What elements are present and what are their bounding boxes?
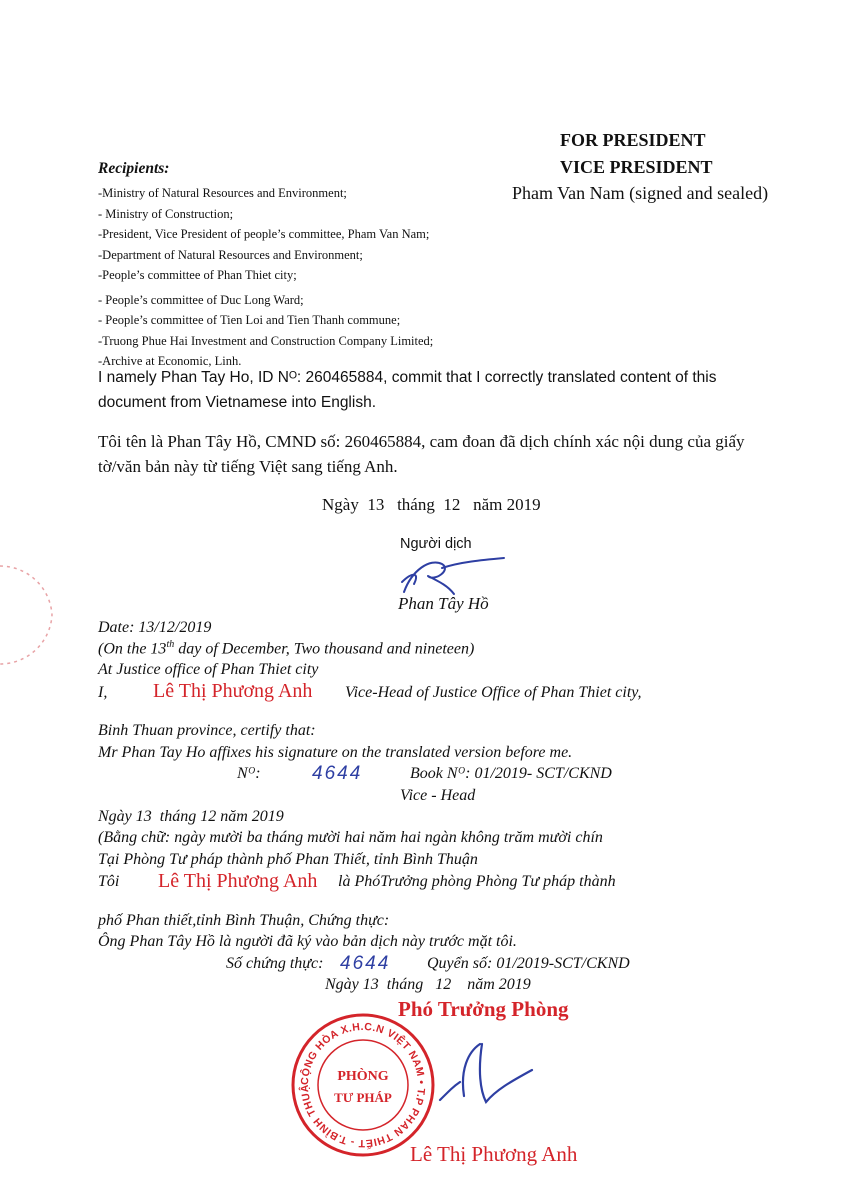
recipient-item: -Ministry of Natural Resources and Environment;	[98, 186, 347, 200]
recipients-title: Recipients:	[98, 160, 170, 177]
recipient-item: - People’s committee of Duc Long Ward;	[98, 292, 304, 307]
cert-statement: Mr Phan Tay Ho affixes his signature on the translated version before me.	[98, 744, 573, 761]
cert-vi-no-label: Số chứng thực:	[226, 955, 324, 972]
vice-president-title: VICE PRESIDENT	[560, 157, 713, 177]
for-president-title: FOR PRESIDENT	[560, 130, 706, 150]
seal-ring-text: CỘNG HÒA X.H.C.N VIỆT NAM • T.P PHAN THIẾT - T.BÌNH THUẬ	[298, 1020, 428, 1150]
cert-signer-role: Vice - Head	[400, 787, 476, 804]
commitment-vi-line2: tờ/văn bản này từ tiếng Việt sang tiếng Anh.	[98, 457, 398, 476]
cert-vi-date-words: (Bằng chữ: ngày mười ba tháng mười hai năm hai ngàn không trăm mười chín	[98, 829, 603, 846]
recipient-item: -President, Vice President of people’s committee, Pham Van Nam;	[98, 227, 430, 241]
name-stamp-en: Lê Thị Phương Anh	[153, 680, 313, 702]
cert-date: Date: 13/12/2019	[98, 619, 212, 636]
recipient-item: -Truong Phue Hai Investment and Construction Company Limited;	[98, 333, 434, 348]
cert-no-label: Nᴼ:	[237, 765, 261, 782]
cert-vi-date2: Ngày 13 tháng 12 năm 2019	[325, 976, 531, 993]
cert-book: Book Nᴼ: 01/2019- SCT/CKND	[410, 765, 612, 782]
cert-vi-province: phố Phan thiết,tỉnh Bình Thuận, Chứng thực:	[98, 912, 390, 929]
commitment-en-line2: document from Vietnamese into English.	[98, 394, 377, 411]
cert-vi-date: Ngày 13 tháng 12 năm 2019	[98, 808, 284, 825]
cert-vi-book: Quyển số: 01/2019-SCT/CKND	[427, 955, 630, 972]
cert-date-words: (On the 13th day of December, Two thousand and nineteen)	[98, 639, 475, 658]
cert-i-prefix: I,	[98, 684, 108, 701]
recipient-item: -Archive at Economic, Linh.	[98, 354, 242, 368]
cert-vi-office: Tại Phòng Tư pháp thành phố Phan Thiết, tỉnh Bình Thuận	[98, 851, 478, 868]
commitment-vi-line1: Tôi tên là Phan Tây Hồ, CMND số: 260465884, cam đoan đã dịch chính xác nội dung của giấy	[98, 432, 745, 451]
recipient-item: -People’s committee of Phan Thiet city;	[98, 268, 297, 282]
cert-vi-role: là PhóTrưởng phòng Phòng Tư pháp thành	[338, 873, 616, 890]
seal-fragment-left	[0, 560, 70, 670]
signer-name: Lê Thị Phương Anh	[410, 1142, 578, 1166]
deputy-head-title: Phó Trưởng Phòng	[398, 997, 569, 1021]
translator-date: Ngày 13 tháng 12 năm 2019	[322, 495, 541, 514]
signer-signature	[420, 1030, 570, 1120]
cert-vi-no-value: 4644	[340, 953, 391, 974]
cert-office: At Justice office of Phan Thiet city	[98, 661, 319, 678]
cert-vi-statement: Ông Phan Tây Hồ là người đã ký vào bản dịch này trước mặt tôi.	[98, 933, 517, 950]
recipient-item: - People’s committee of Tien Loi and Tien Thanh commune;	[98, 313, 401, 327]
recipients-list	[98, 183, 433, 372]
recipient-item: - Ministry of Construction;	[98, 206, 234, 221]
translator-name: Phan Tây Hồ	[398, 594, 489, 613]
official-seal	[288, 1010, 438, 1160]
cert-role: Vice-Head of Justice Office of Phan Thiet city,	[345, 684, 642, 701]
recipient-item: -Department of Natural Resources and Environment;	[98, 247, 363, 262]
translator-role: Người dịch	[400, 536, 472, 552]
seal-center-line2: TƯ PHÁP	[334, 1090, 392, 1105]
cert-no-value: 4644	[312, 763, 363, 784]
cert-vi-toi: Tôi	[98, 873, 120, 890]
commitment-en-line1: I namely Phan Tay Ho, ID Nᴼ: 260465884, commit that I correctly translated content of this	[98, 369, 717, 386]
seal-center-line1: PHÒNG	[337, 1069, 389, 1084]
signed-name: Pham Van Nam (signed and sealed)	[512, 183, 769, 203]
cert-province: Binh Thuan province, certify that:	[98, 722, 316, 739]
name-stamp-vi: Lê Thị Phương Anh	[158, 870, 318, 892]
